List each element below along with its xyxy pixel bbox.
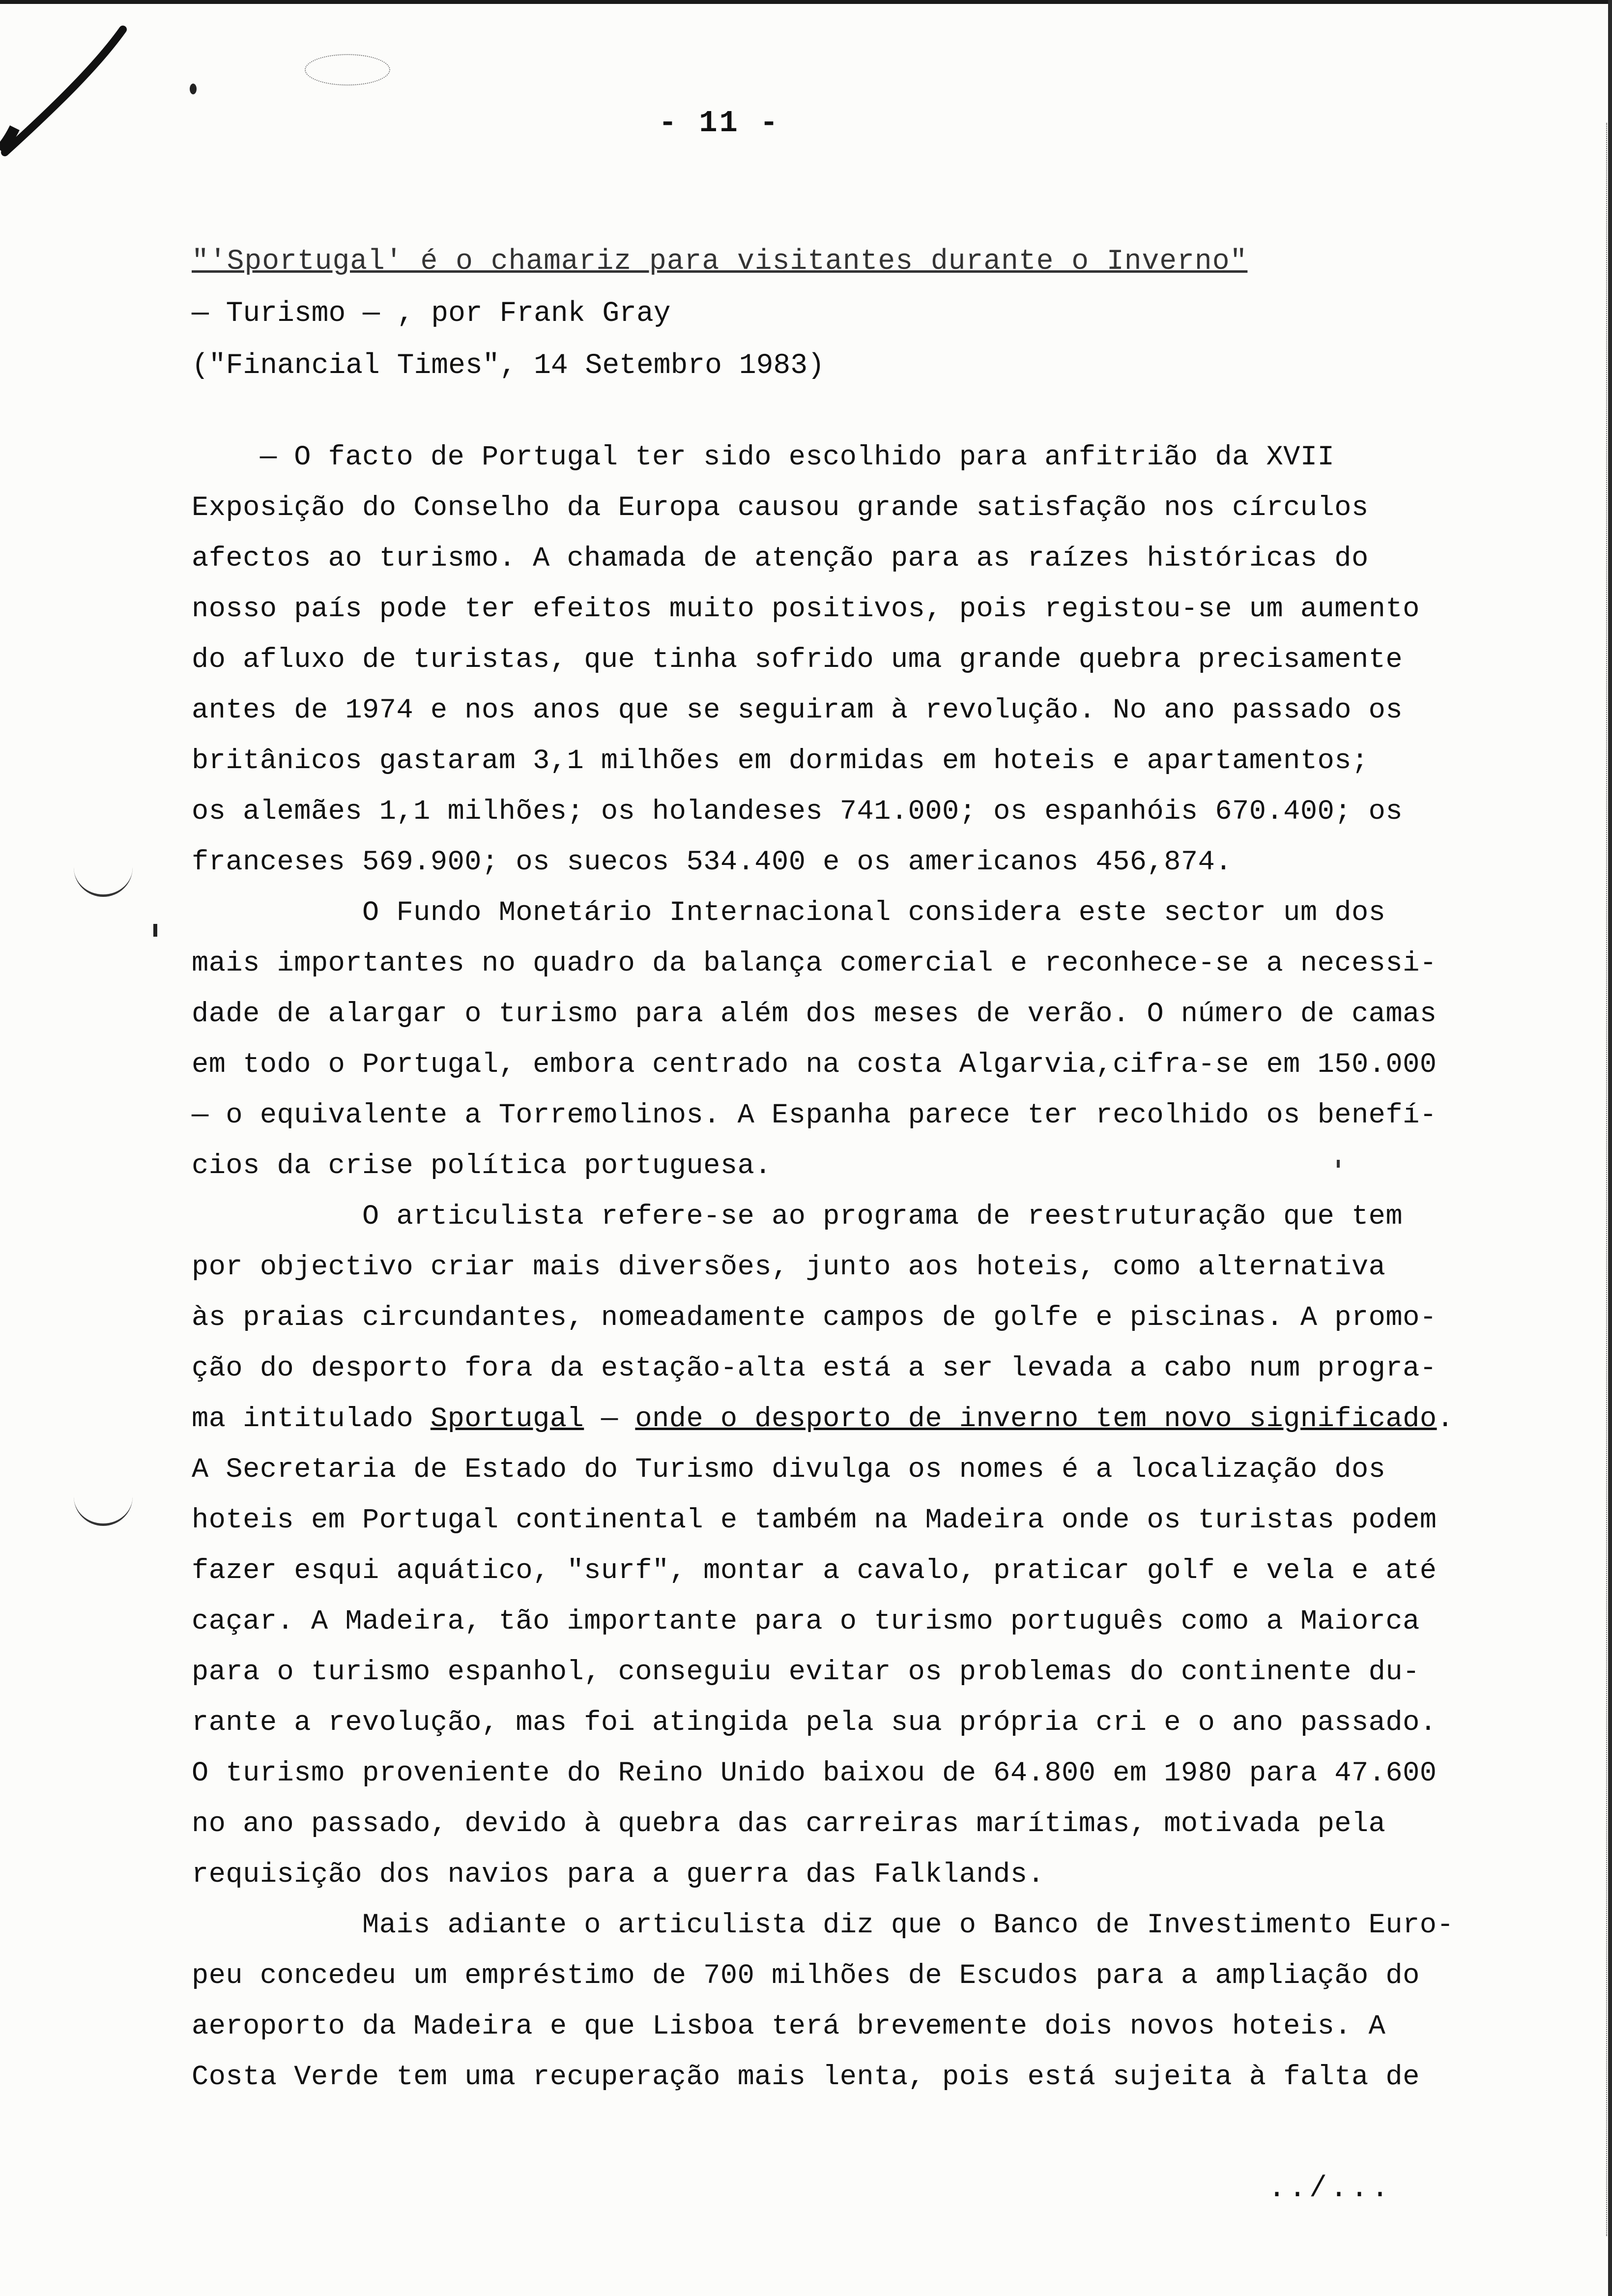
body-line: para o turismo espanhol, conseguiu evitar os problemas do continente du- xyxy=(192,1657,1420,1688)
body-line: por objectivo criar mais diversões, junto aos hoteis, como alternativa xyxy=(192,1252,1386,1283)
body-line: Exposição do Conselho da Europa causou grande satisfação nos círculos xyxy=(192,492,1369,524)
body-line: — o equivalente a Torremolinos. A Espanha parece ter recolhido os benefí- xyxy=(192,1100,1437,1131)
continuation-mark: ../... xyxy=(1268,2172,1392,2206)
body-line: O turismo proveniente do Reino Unido baixou de 64.800 em 1980 para 47.600 xyxy=(192,1758,1437,1789)
body-line-sportugal xyxy=(192,1394,1489,1445)
body-line: O articulista refere-se ao programa de reestruturação que tem xyxy=(192,1201,1403,1233)
article-source: ("Financial Times", 14 Setembro 1983) xyxy=(192,350,825,382)
body-line: em todo o Portugal, embora centrado na costa Algarvia,cifra-se em 150.000 xyxy=(192,1049,1437,1081)
body-line: O Fundo Monetário Internacional considera este sector um dos xyxy=(192,897,1386,929)
body-line: — O facto de Portugal ter sido escolhido para anfitrião da XVII xyxy=(192,442,1335,473)
article-title: "'Sportugal' é o chamariz para visitantes durante o Inverno" xyxy=(192,246,1248,278)
sportugal-term: Sportugal xyxy=(430,1404,584,1435)
scan-speck xyxy=(153,924,157,937)
line-end: . xyxy=(1437,1404,1454,1435)
body-line: no ano passado, devido à quebra das carreiras marítimas, motivada pela xyxy=(192,1808,1386,1840)
body-line: britânicos gastaram 3,1 milhões em dormidas em hoteis e apartamentos; xyxy=(192,746,1369,777)
body-line: os alemães 1,1 milhões; os holandeses 741.000; os espanhóis 670.400; os xyxy=(192,796,1403,828)
body-line: antes de 1974 e nos anos que se seguiram à revolução. No ano passado os xyxy=(192,695,1403,726)
body-line: afectos ao turismo. A chamada de atenção para as raízes históricas do xyxy=(192,543,1369,574)
article-header xyxy=(192,236,1519,392)
margin-perforation xyxy=(1606,123,1608,2236)
underlined-phrase: onde o desporto de inverno tem novo significado xyxy=(635,1404,1437,1435)
article-section: — Turismo — , por Frank Gray xyxy=(192,298,671,330)
margin-bracket xyxy=(74,1494,133,1526)
body-line: às praias circundantes, nomeadamente campos de golfe e piscinas. A promo- xyxy=(192,1302,1437,1334)
body-line: peu concedeu um empréstimo de 700 milhões de Escudos para a ampliação do xyxy=(192,1960,1420,1992)
page-number: - 11 - xyxy=(659,106,780,141)
body-line: fazer esqui aquático, "surf", montar a cavalo, praticar golf e vela e até xyxy=(192,1555,1437,1587)
line-prefix: ma intitulado xyxy=(192,1404,431,1435)
body-line: franceses 569.900; os suecos 534.400 e os americanos 456,874. xyxy=(192,847,1233,878)
body-line: ção do desporto fora da estação-alta está a ser levada a cabo num progra- xyxy=(192,1353,1437,1384)
line-dash: — xyxy=(584,1404,635,1435)
body-line: Mais adiante o articulista diz que o Banco de Investimento Euro- xyxy=(192,1910,1454,1941)
body-line: aeroporto da Madeira e que Lisboa terá brevemente dois novos hoteis. A xyxy=(192,2011,1386,2042)
scan-right-edge xyxy=(1608,0,1612,2296)
margin-bracket xyxy=(74,865,133,897)
body-line: dade de alargar o turismo para além dos meses de verão. O número de camas xyxy=(192,999,1437,1030)
body-line: A Secretaria de Estado do Turismo divulga os nomes é a localização dos xyxy=(192,1454,1386,1486)
body-line: nosso país pode ter efeitos muito positivos, pois registou-se um aumento xyxy=(192,594,1420,625)
body-line: do afluxo de turistas, que tinha sofrido uma grande quebra precisamente xyxy=(192,644,1403,676)
scan-top-edge xyxy=(0,0,1612,4)
body-line: Costa Verde tem uma recuperação mais lenta, pois está sujeita à falta de xyxy=(192,2062,1420,2093)
body-line: rante a revolução, mas foi atingida pela sua própria cri e o ano passado. xyxy=(192,1707,1437,1739)
pen-mark-icon xyxy=(0,20,133,162)
body-line: caçar. A Madeira, tão importante para o turismo português como a Maiorca xyxy=(192,1606,1420,1637)
body-line: hoteis em Portugal continental e também na Madeira onde os turistas podem xyxy=(192,1505,1437,1536)
body-line: cios da crise política portuguesa. xyxy=(192,1150,772,1182)
body-line: mais importantes no quadro da balança comercial e reconhece-se a necessi- xyxy=(192,948,1437,979)
scan-speck xyxy=(305,54,390,86)
article-body xyxy=(192,432,1489,2103)
scan-speck xyxy=(190,84,197,94)
body-line: requisição dos navios para a guerra das Falklands. xyxy=(192,1859,1045,1891)
